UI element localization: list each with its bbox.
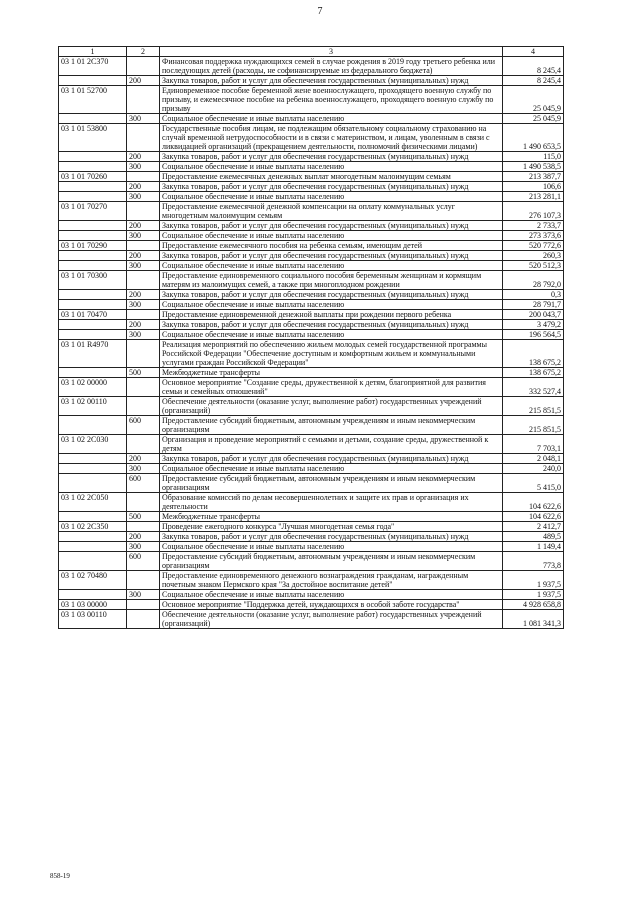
- row-expense-type-cell: 300: [127, 330, 160, 340]
- table-row: [59, 493, 564, 512]
- table-row: [59, 261, 564, 271]
- row-code-cell: [59, 251, 127, 261]
- table-row: [59, 162, 564, 172]
- row-name-cell: Социальное обеспечение и иные выплаты населению: [160, 231, 503, 241]
- row-code-cell: [59, 152, 127, 162]
- row-name-cell: Закупка товаров, работ и услуг для обеспечения государственных (муниципальных) нужд: [160, 532, 503, 542]
- table-row: [59, 152, 564, 162]
- row-code-cell: [59, 590, 127, 600]
- row-amount-cell: 1 937,5: [503, 571, 564, 590]
- row-expense-type-cell: 300: [127, 261, 160, 271]
- row-name-cell: Социальное обеспечение и иные выплаты населению: [160, 192, 503, 202]
- row-expense-type-cell: [127, 124, 160, 152]
- row-expense-type-cell: 200: [127, 76, 160, 86]
- row-name-cell: Обеспечение деятельности (оказание услуг, выполнение работ) государственных учреждений (организаций): [160, 610, 503, 629]
- row-code-cell: [59, 221, 127, 231]
- row-code-cell: [59, 330, 127, 340]
- row-code-cell: [59, 474, 127, 493]
- row-expense-type-cell: 600: [127, 474, 160, 493]
- row-code-cell: [59, 231, 127, 241]
- row-amount-cell: 213 281,1: [503, 192, 564, 202]
- table-row: [59, 290, 564, 300]
- table-row: [59, 600, 564, 610]
- table-row: [59, 86, 564, 114]
- row-expense-type-cell: 600: [127, 552, 160, 571]
- row-name-cell: Предоставление единовременного денежного вознаграждения гражданам, награжденным почетным знаком Пермского края "За достойное воспитание детей": [160, 571, 503, 590]
- row-name-cell: Межбюджетные трансферты: [160, 368, 503, 378]
- row-amount-cell: 5 415,0: [503, 474, 564, 493]
- row-amount-cell: 1 490 538,5: [503, 162, 564, 172]
- row-code-cell: 03 1 02 2С050: [59, 493, 127, 512]
- row-name-cell: Предоставление ежемесячной денежной компенсации на оплату коммунальных услуг многодетным малоимущим семьям: [160, 202, 503, 221]
- row-amount-cell: 25 045,9: [503, 114, 564, 124]
- table-row: [59, 320, 564, 330]
- row-code-cell: 03 1 01 52700: [59, 86, 127, 114]
- row-amount-cell: 1 149,4: [503, 542, 564, 552]
- table-row: [59, 310, 564, 320]
- table-row: [59, 124, 564, 152]
- table-row: [59, 464, 564, 474]
- row-amount-cell: 1 081 341,3: [503, 610, 564, 629]
- row-name-cell: Закупка товаров, работ и услуг для обеспечения государственных (муниципальных) нужд: [160, 290, 503, 300]
- row-amount-cell: 240,0: [503, 464, 564, 474]
- row-expense-type-cell: 600: [127, 416, 160, 435]
- table-row: [59, 192, 564, 202]
- row-amount-cell: 106,6: [503, 182, 564, 192]
- row-code-cell: 03 1 01 70470: [59, 310, 127, 320]
- row-expense-type-cell: 300: [127, 464, 160, 474]
- header-col-2: 2: [127, 47, 160, 57]
- row-expense-type-cell: [127, 571, 160, 590]
- row-expense-type-cell: [127, 435, 160, 454]
- table-row: [59, 368, 564, 378]
- row-expense-type-cell: 200: [127, 182, 160, 192]
- row-expense-type-cell: 200: [127, 152, 160, 162]
- row-name-cell: Реализация мероприятий по обеспечению жильем молодых семей государственной программы Российской Федерации "Обеспечение доступным и комфортным жильем и коммунальными услугами граждан Российской Федерации": [160, 340, 503, 368]
- row-amount-cell: 489,5: [503, 532, 564, 542]
- row-name-cell: Закупка товаров, работ и услуг для обеспечения государственных (муниципальных) нужд: [160, 251, 503, 261]
- row-amount-cell: 7 703,1: [503, 435, 564, 454]
- table-row: [59, 512, 564, 522]
- row-code-cell: [59, 182, 127, 192]
- row-expense-type-cell: [127, 241, 160, 251]
- table-row: [59, 552, 564, 571]
- row-code-cell: 03 1 01 70270: [59, 202, 127, 221]
- row-amount-cell: 25 045,9: [503, 86, 564, 114]
- row-expense-type-cell: [127, 340, 160, 368]
- row-code-cell: 03 1 02 00110: [59, 397, 127, 416]
- row-name-cell: Закупка товаров, работ и услуг для обеспечения государственных (муниципальных) нужд: [160, 320, 503, 330]
- row-amount-cell: 8 245,4: [503, 76, 564, 86]
- row-amount-cell: 138 675,2: [503, 340, 564, 368]
- row-name-cell: Проведение ежегодного конкурса "Лучшая многодетная семья года": [160, 522, 503, 532]
- row-name-cell: Социальное обеспечение и иные выплаты населению: [160, 330, 503, 340]
- row-expense-type-cell: [127, 172, 160, 182]
- row-code-cell: [59, 542, 127, 552]
- row-code-cell: [59, 320, 127, 330]
- row-amount-cell: 104 622,6: [503, 493, 564, 512]
- row-code-cell: [59, 454, 127, 464]
- row-expense-type-cell: [127, 600, 160, 610]
- table-row: [59, 542, 564, 552]
- row-code-cell: 03 1 01 70300: [59, 271, 127, 290]
- row-code-cell: 03 1 01 2С370: [59, 57, 127, 76]
- row-amount-cell: 276 107,3: [503, 202, 564, 221]
- row-expense-type-cell: [127, 493, 160, 512]
- row-name-cell: Предоставление единовременной денежной выплаты при рождении первого ребенка: [160, 310, 503, 320]
- row-amount-cell: 28 791,7: [503, 300, 564, 310]
- row-expense-type-cell: 200: [127, 290, 160, 300]
- row-amount-cell: 1 937,5: [503, 590, 564, 600]
- row-code-cell: 03 1 02 2С350: [59, 522, 127, 532]
- row-amount-cell: 4 928 658,8: [503, 600, 564, 610]
- page-number: 7: [317, 6, 323, 17]
- row-name-cell: Социальное обеспечение и иные выплаты населению: [160, 590, 503, 600]
- table-row: [59, 610, 564, 629]
- row-amount-cell: 260,3: [503, 251, 564, 261]
- row-expense-type-cell: [127, 378, 160, 397]
- row-expense-type-cell: 300: [127, 300, 160, 310]
- row-amount-cell: 273 373,6: [503, 231, 564, 241]
- row-expense-type-cell: [127, 57, 160, 76]
- row-amount-cell: 332 527,4: [503, 378, 564, 397]
- row-name-cell: Предоставление ежемесячных денежных выплат многодетным малоимущим семьям: [160, 172, 503, 182]
- row-code-cell: 03 1 02 00000: [59, 378, 127, 397]
- row-expense-type-cell: 300: [127, 114, 160, 124]
- row-name-cell: Образование комиссий по делам несовершеннолетних и защите их прав и организация их деятельности: [160, 493, 503, 512]
- row-expense-type-cell: [127, 310, 160, 320]
- row-name-cell: Закупка товаров, работ и услуг для обеспечения государственных (муниципальных) нужд: [160, 152, 503, 162]
- header-col-1: 1: [59, 47, 127, 57]
- table-row: [59, 182, 564, 192]
- row-amount-cell: 0,3: [503, 290, 564, 300]
- row-code-cell: [59, 76, 127, 86]
- row-name-cell: Закупка товаров, работ и услуг для обеспечения государственных (муниципальных) нужд: [160, 454, 503, 464]
- row-code-cell: [59, 416, 127, 435]
- table-row: [59, 435, 564, 454]
- row-amount-cell: 1 490 653,5: [503, 124, 564, 152]
- row-expense-type-cell: [127, 610, 160, 629]
- row-amount-cell: 138 675,2: [503, 368, 564, 378]
- header-col-3: 3: [160, 47, 503, 57]
- row-expense-type-cell: [127, 271, 160, 290]
- row-code-cell: 03 1 01 70260: [59, 172, 127, 182]
- row-amount-cell: 115,0: [503, 152, 564, 162]
- row-amount-cell: 520 772,6: [503, 241, 564, 251]
- row-name-cell: Единовременное пособие беременной жене военнослужащего, проходящего военную службу по призыву, и ежемесячное пособие на ребенка военнослужащего, проходящего военную службу по призыву: [160, 86, 503, 114]
- table-row: [59, 221, 564, 231]
- row-expense-type-cell: 200: [127, 454, 160, 464]
- row-expense-type-cell: 200: [127, 251, 160, 261]
- header-col-4: 4: [503, 47, 564, 57]
- row-name-cell: Финансовая поддержка нуждающихся семей в случае рождения в 2019 году третьего ребенка или последующих детей (расходы, не софинансируемые из федерального бюджета): [160, 57, 503, 76]
- table-row: [59, 271, 564, 290]
- row-code-cell: 03 1 03 00110: [59, 610, 127, 629]
- row-expense-type-cell: 200: [127, 320, 160, 330]
- row-name-cell: Предоставление субсидий бюджетным, автономным учреждениям и иным некоммерческим организациям: [160, 552, 503, 571]
- table-row: [59, 300, 564, 310]
- row-amount-cell: 200 043,7: [503, 310, 564, 320]
- row-code-cell: [59, 300, 127, 310]
- row-expense-type-cell: 200: [127, 221, 160, 231]
- footer-code: 858-19: [50, 872, 70, 880]
- table-row: [59, 57, 564, 76]
- row-code-cell: [59, 532, 127, 542]
- table-row: [59, 397, 564, 416]
- row-amount-cell: 773,8: [503, 552, 564, 571]
- row-expense-type-cell: [127, 202, 160, 221]
- row-name-cell: Обеспечение деятельности (оказание услуг, выполнение работ) государственных учреждений (организаций): [160, 397, 503, 416]
- row-code-cell: 03 1 01 53800: [59, 124, 127, 152]
- table-row: [59, 340, 564, 368]
- row-name-cell: Социальное обеспечение и иные выплаты населению: [160, 464, 503, 474]
- table-row: [59, 231, 564, 241]
- row-code-cell: [59, 192, 127, 202]
- table-row: [59, 416, 564, 435]
- row-amount-cell: 28 792,0: [503, 271, 564, 290]
- row-name-cell: Предоставление ежемесячного пособия на ребенка семьям, имеющим детей: [160, 241, 503, 251]
- row-name-cell: Социальное обеспечение и иные выплаты населению: [160, 542, 503, 552]
- table-row: [59, 76, 564, 86]
- row-code-cell: 03 1 02 2С030: [59, 435, 127, 454]
- row-amount-cell: 215 851,5: [503, 416, 564, 435]
- row-code-cell: [59, 552, 127, 571]
- table-row: [59, 114, 564, 124]
- row-expense-type-cell: 300: [127, 192, 160, 202]
- table-row: [59, 202, 564, 221]
- row-code-cell: [59, 368, 127, 378]
- row-amount-cell: 2 048,1: [503, 454, 564, 464]
- row-expense-type-cell: 300: [127, 231, 160, 241]
- row-expense-type-cell: 200: [127, 532, 160, 542]
- table-row: [59, 522, 564, 532]
- row-code-cell: [59, 261, 127, 271]
- row-name-cell: Предоставление субсидий бюджетным, автономным учреждениям и иным некоммерческим организациям: [160, 474, 503, 493]
- row-name-cell: Закупка товаров, работ и услуг для обеспечения государственных (муниципальных) нужд: [160, 76, 503, 86]
- row-name-cell: Основное мероприятие "Создание среды, дружественной к детям, благоприятной для развития семьи и семейных отношений": [160, 378, 503, 397]
- row-amount-cell: 213 387,7: [503, 172, 564, 182]
- table-row: [59, 172, 564, 182]
- row-expense-type-cell: 300: [127, 590, 160, 600]
- table-header-row: [59, 47, 564, 57]
- row-code-cell: 03 1 01 70290: [59, 241, 127, 251]
- row-name-cell: Закупка товаров, работ и услуг для обеспечения государственных (муниципальных) нужд: [160, 221, 503, 231]
- table-row: [59, 251, 564, 261]
- row-expense-type-cell: 300: [127, 162, 160, 172]
- row-code-cell: [59, 162, 127, 172]
- row-amount-cell: 104 622,6: [503, 512, 564, 522]
- table-row: [59, 590, 564, 600]
- row-expense-type-cell: [127, 397, 160, 416]
- table-row: [59, 241, 564, 251]
- table-row: [59, 474, 564, 493]
- row-code-cell: [59, 114, 127, 124]
- row-code-cell: 03 1 02 70480: [59, 571, 127, 590]
- row-code-cell: [59, 512, 127, 522]
- row-expense-type-cell: [127, 86, 160, 114]
- row-expense-type-cell: 500: [127, 512, 160, 522]
- row-expense-type-cell: 500: [127, 368, 160, 378]
- row-amount-cell: 196 564,5: [503, 330, 564, 340]
- row-expense-type-cell: 300: [127, 542, 160, 552]
- row-name-cell: Государственные пособия лицам, не подлежащим обязательному социальному страхованию на случай временной нетрудоспособности и в связи с материнством, и лицам, уволенным в связи с ликвидацией организаций (прекращением деятельности, полномочий физическими лицами): [160, 124, 503, 152]
- table-row: [59, 571, 564, 590]
- row-amount-cell: 8 245,4: [503, 57, 564, 76]
- row-expense-type-cell: [127, 522, 160, 532]
- row-name-cell: Предоставление единовременного социального пособия беременным женщинам и кормящим матерям из малоимущих семей, а также при многоплодном рождении: [160, 271, 503, 290]
- row-name-cell: Социальное обеспечение и иные выплаты населению: [160, 114, 503, 124]
- row-amount-cell: 520 512,3: [503, 261, 564, 271]
- row-amount-cell: 2 733,7: [503, 221, 564, 231]
- row-amount-cell: 215 851,5: [503, 397, 564, 416]
- row-name-cell: Основное мероприятие "Поддержка детей, нуждающихся в особой заботе государства": [160, 600, 503, 610]
- row-amount-cell: 3 479,2: [503, 320, 564, 330]
- row-name-cell: Предоставление субсидий бюджетным, автономным учреждениям и иным некоммерческим организациям: [160, 416, 503, 435]
- row-name-cell: Социальное обеспечение и иные выплаты населению: [160, 162, 503, 172]
- row-code-cell: 03 1 01 R4970: [59, 340, 127, 368]
- row-name-cell: Межбюджетные трансферты: [160, 512, 503, 522]
- budget-table: [58, 46, 564, 629]
- row-code-cell: 03 1 03 00000: [59, 600, 127, 610]
- row-code-cell: [59, 464, 127, 474]
- table-row: [59, 532, 564, 542]
- row-amount-cell: 2 412,7: [503, 522, 564, 532]
- row-name-cell: Организация и проведение мероприятий с семьями и детьми, создание среды, дружественной к детям: [160, 435, 503, 454]
- row-code-cell: [59, 290, 127, 300]
- row-name-cell: Социальное обеспечение и иные выплаты населению: [160, 300, 503, 310]
- row-name-cell: Социальное обеспечение и иные выплаты населению: [160, 261, 503, 271]
- table-row: [59, 454, 564, 464]
- table-row: [59, 378, 564, 397]
- row-name-cell: Закупка товаров, работ и услуг для обеспечения государственных (муниципальных) нужд: [160, 182, 503, 192]
- table-row: [59, 330, 564, 340]
